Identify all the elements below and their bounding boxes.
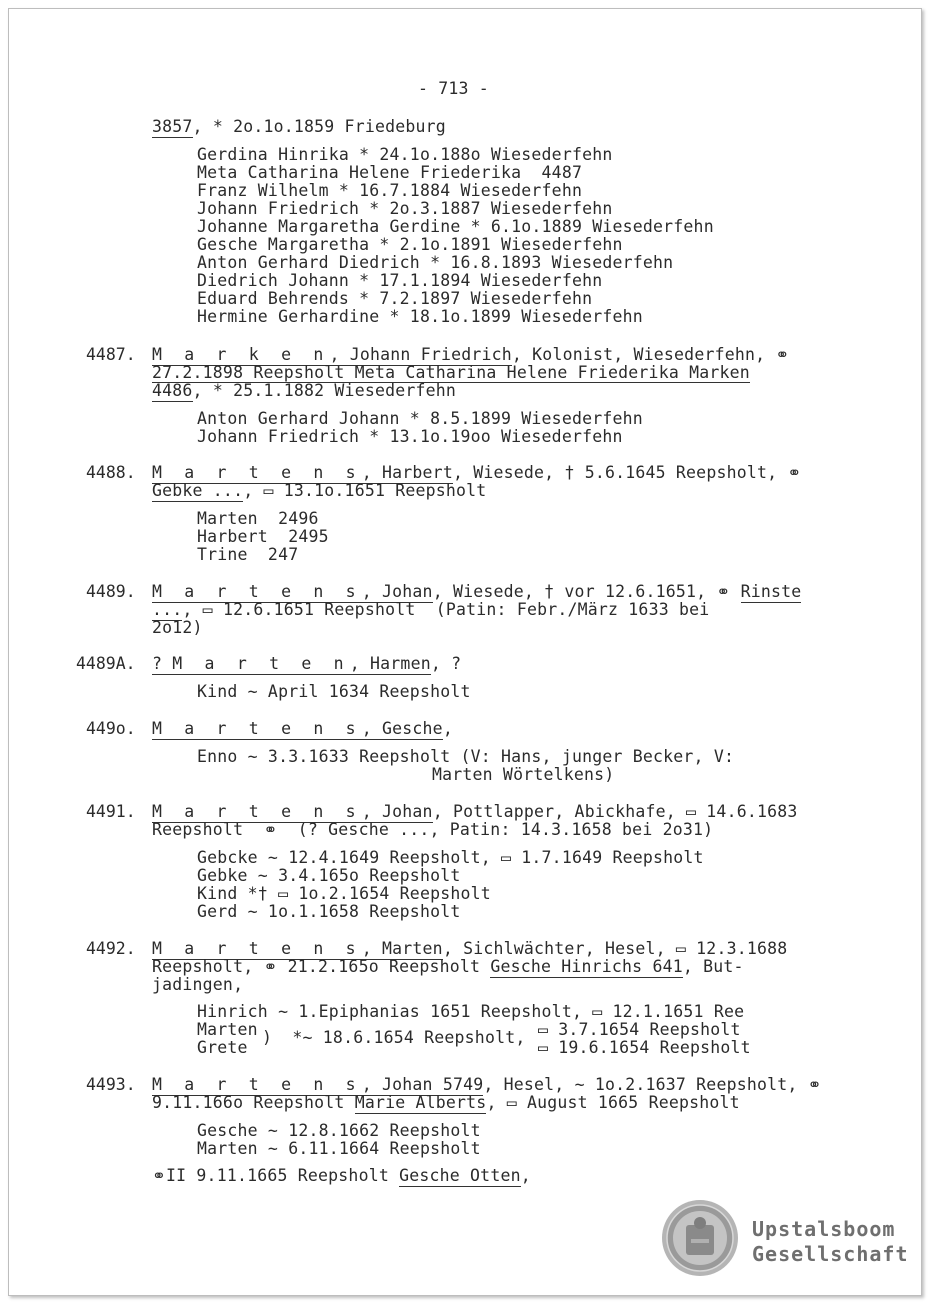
entry-4489-line1: M a r t e n s, Johan, Wiesede, † vor 12.6.1651, ⚭ Rinste	[152, 582, 802, 601]
entry-4491-line2: Reepsholt ⚭ (? Gesche ..., Patin: 14.3.1658 bei 2o31)	[152, 820, 714, 839]
entry-4487-line3: 4486, * 25.1.1882 Wiesederfehn	[152, 381, 457, 400]
entry-number: 4489.	[86, 582, 136, 601]
entry-number: 4493.	[86, 1075, 136, 1094]
entry-4491-line1: M a r t e n s, Johan, Pottlapper, Abickhafe, ▭ 14.6.1683	[152, 802, 798, 821]
entry-number: 4487.	[86, 345, 136, 364]
child-line: Eduard Behrends * 7.2.1897 Wiesederfehn	[197, 289, 593, 308]
child-line: Diedrich Johann * 17.1.1894 Wiesederfehn	[197, 271, 603, 290]
child-line: Kind ~ April 1634 Reepsholt	[197, 682, 471, 701]
child-line: Gebke ~ 3.4.165o Reepsholt	[197, 866, 461, 885]
child-line: Meta Catharina Helene Friederika 4487	[197, 163, 583, 182]
child-line: Hinrich ~ 1.Epiphanias 1651 Reepsholt, ▭ 12.1.1651 Ree	[197, 1002, 745, 1021]
entry-4488-line1: M a r t e n s, Harbert, Wiesede, † 5.6.1645 Reepsholt, ⚭	[152, 463, 802, 482]
page-number: - 713 -	[418, 79, 489, 98]
child-line: Gerdina Hinrika * 24.1o.188o Wiesederfehn	[197, 145, 613, 164]
entry-4492-line1: M a r t e n s, Marten, Sichlwächter, Hesel, ▭ 12.3.1688	[152, 939, 788, 958]
entry-number: 449o.	[86, 719, 136, 738]
entry-3857-ref: 3857	[152, 117, 193, 136]
child-line: Gebcke ~ 12.4.1649 Reepsholt, ▭ 1.7.1649 Reepsholt	[197, 848, 704, 867]
entry-4489-line2: ..., ▭ 12.6.1651 Reepsholt (Patin: Febr./März 1633 bei	[152, 600, 710, 619]
entry-4487-line1: M a r k e n, Johann Friedrich, Kolonist, Wiesederfehn, ⚭	[152, 345, 790, 364]
logo-text-line1: Upstalsboom	[752, 1217, 896, 1241]
entry-4490-line1: M a r t e n s, Gesche,	[152, 719, 453, 738]
entry-4489-line3: 2o12)	[152, 618, 203, 637]
child-line: Gerd ~ 1o.1.1658 Reepsholt	[197, 902, 461, 921]
child-line: Marten Wörtelkens)	[432, 765, 615, 784]
child-line: ▭ 19.6.1654 Reepsholt	[538, 1038, 751, 1057]
entry-4487-line2: 27.2.1898 Reepsholt Meta Catharina Helene Friederika Marken	[152, 363, 750, 382]
child-line: ▭ 3.7.1654 Reepsholt	[538, 1020, 741, 1039]
entry-3857-line: 3857, * 2o.1o.1859 Friedeburg	[152, 117, 446, 136]
entry-number: 4489A.	[76, 654, 136, 673]
child-line: Anton Gerhard Diedrich * 16.8.1893 Wiesederfehn	[197, 253, 674, 272]
child-line: Trine 247	[197, 545, 299, 564]
entry-4493-line2: 9.11.166o Reepsholt Marie Alberts, ▭ August 1665 Reepsholt	[152, 1093, 740, 1112]
entry-4488-line2: Gebke ..., ▭ 13.1o.1651 Reepsholt	[152, 481, 487, 500]
child-line: Harbert 2495	[197, 527, 329, 546]
entry-number: 4492.	[86, 939, 136, 958]
child-line: Marten ~ 6.11.1664 Reepsholt	[197, 1139, 481, 1158]
child-line: Marten 2496	[197, 509, 319, 528]
entry-4492-line3: jadingen,	[152, 975, 244, 994]
child-line: Kind *† ▭ 1o.2.1654 Reepsholt	[197, 884, 491, 903]
child-line: Johanne Margaretha Gerdine * 6.1o.1889 Wiesederfehn	[197, 217, 714, 236]
entry-number: 4491.	[86, 802, 136, 821]
child-line: Johann Friedrich * 13.1o.19oo Wiesederfehn	[197, 427, 623, 446]
child-line: Hermine Gerhardine * 18.1o.1899 Wiesederfehn	[197, 307, 643, 326]
child-line: Gesche Margaretha * 2.1o.1891 Wiesederfehn	[197, 235, 623, 254]
entry-4493-second-marriage: ⚭II 9.11.1665 Reepsholt Gesche Otten,	[152, 1166, 531, 1185]
child-line: Anton Gerhard Johann * 8.5.1899 Wiesederfehn	[197, 409, 643, 428]
child-line: Gesche ~ 12.8.1662 Reepsholt	[197, 1121, 481, 1140]
child-line: Johann Friedrich * 2o.3.1887 Wiesederfehn	[197, 199, 613, 218]
child-line: Marten	[197, 1020, 258, 1039]
seal-logo-icon	[661, 1199, 739, 1277]
child-line: ) *~ 18.6.1654 Reepsholt,	[262, 1028, 526, 1047]
entry-number: 4488.	[86, 463, 136, 482]
entry-4489A-line1: ? M a r t e n, Harmen, ?	[152, 654, 462, 673]
entry-4493-line1: M a r t e n s, Johan 5749, Hesel, ~ 1o.2.1637 Reepsholt, ⚭	[152, 1075, 822, 1094]
child-line: Enno ~ 3.3.1633 Reepsholt (V: Hans, junger Becker, V:	[197, 747, 735, 766]
entry-4492-line2: Reepsholt, ⚭ 21.2.165o Reepsholt Gesche Hinrichs 641, But-	[152, 957, 744, 976]
child-line: Grete	[197, 1038, 248, 1057]
child-line: Franz Wilhelm * 16.7.1884 Wiesederfehn	[197, 181, 583, 200]
logo-text-line2: Gesellschaft	[752, 1242, 909, 1266]
